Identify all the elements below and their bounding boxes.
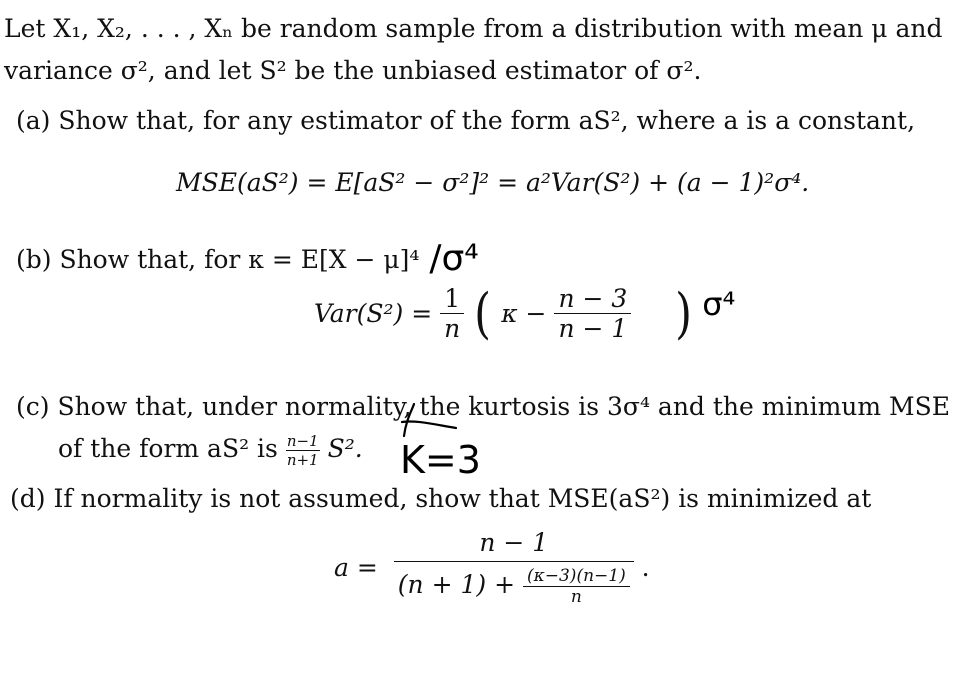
eq-b-frac1-num: 1 [440,284,464,314]
handwritten-sigma4-annotation: /σ⁴ [429,238,479,279]
part-c-line2-suffix: S². [327,434,363,463]
handwritten-sigma4-tail: σ⁴ [702,284,736,323]
part-c-line2-prefix: of the form aS² is [58,434,278,463]
intro-line-1: Let X₁, X₂, . . . , Xₙ be random sample from a distribution with mean μ and [4,14,943,43]
handwritten-kappa-equals-3: K=3 [400,438,481,482]
eq-d-den-frac-num: (κ−3)(n−1) [523,566,630,587]
part-c-line-2 [58,432,363,469]
eq-d-numerator: n − 1 [394,528,634,562]
eq-b-frac1-den: n [444,314,461,343]
eq-d-den-main: (n + 1) + [397,570,516,599]
eq-d-denominator [394,562,634,607]
eq-b-frac2-den: n − 1 [558,314,628,343]
part-b-text [16,236,477,277]
part-c-frac-den: n+1 [286,451,319,469]
eq-b-frac2-num: n − 3 [554,284,631,314]
eq-b-lhs: Var(S²) = [314,299,433,328]
eq-b-kappa: κ − [501,299,547,328]
intro-line-2: variance σ², and let S² be the unbiased estimator of σ². [4,56,702,85]
part-d-line-1: (d) If normality is not assumed, show that MSE(aS²) is minimized at [10,484,872,513]
part-c-frac-num: n−1 [286,432,319,450]
eq-d-period: . [641,553,650,582]
eq-d-den-frac-den: n [570,587,582,607]
part-d-equation [334,528,650,607]
part-c-line-1: (c) Show that, under normality, the kurtosis is 3σ⁴ and the minimum MSE [16,392,950,421]
eq-d-main-fraction [394,528,634,607]
eq-b-frac-1-over-n [440,284,464,343]
part-c-fraction [286,432,320,469]
eq-d-lhs: a = [334,553,378,582]
part-b-equation [314,282,735,345]
part-a-equation: MSE(aS²) = E[aS² − σ²]² = a²Var(S²) + (a − 1)²σ⁴. [176,168,810,197]
eq-b-close-paren: ) [675,282,693,345]
eq-b-frac-n3-over-n1 [554,284,631,343]
eq-d-den-fraction [523,566,630,607]
part-a-text: (a) Show that, for any estimator of the form aS², where a is a constant, [16,106,916,135]
eq-b-open-paren: ( [474,282,492,345]
part-b-label: (b) Show that, for κ = E[X − μ]⁴ [16,245,420,274]
